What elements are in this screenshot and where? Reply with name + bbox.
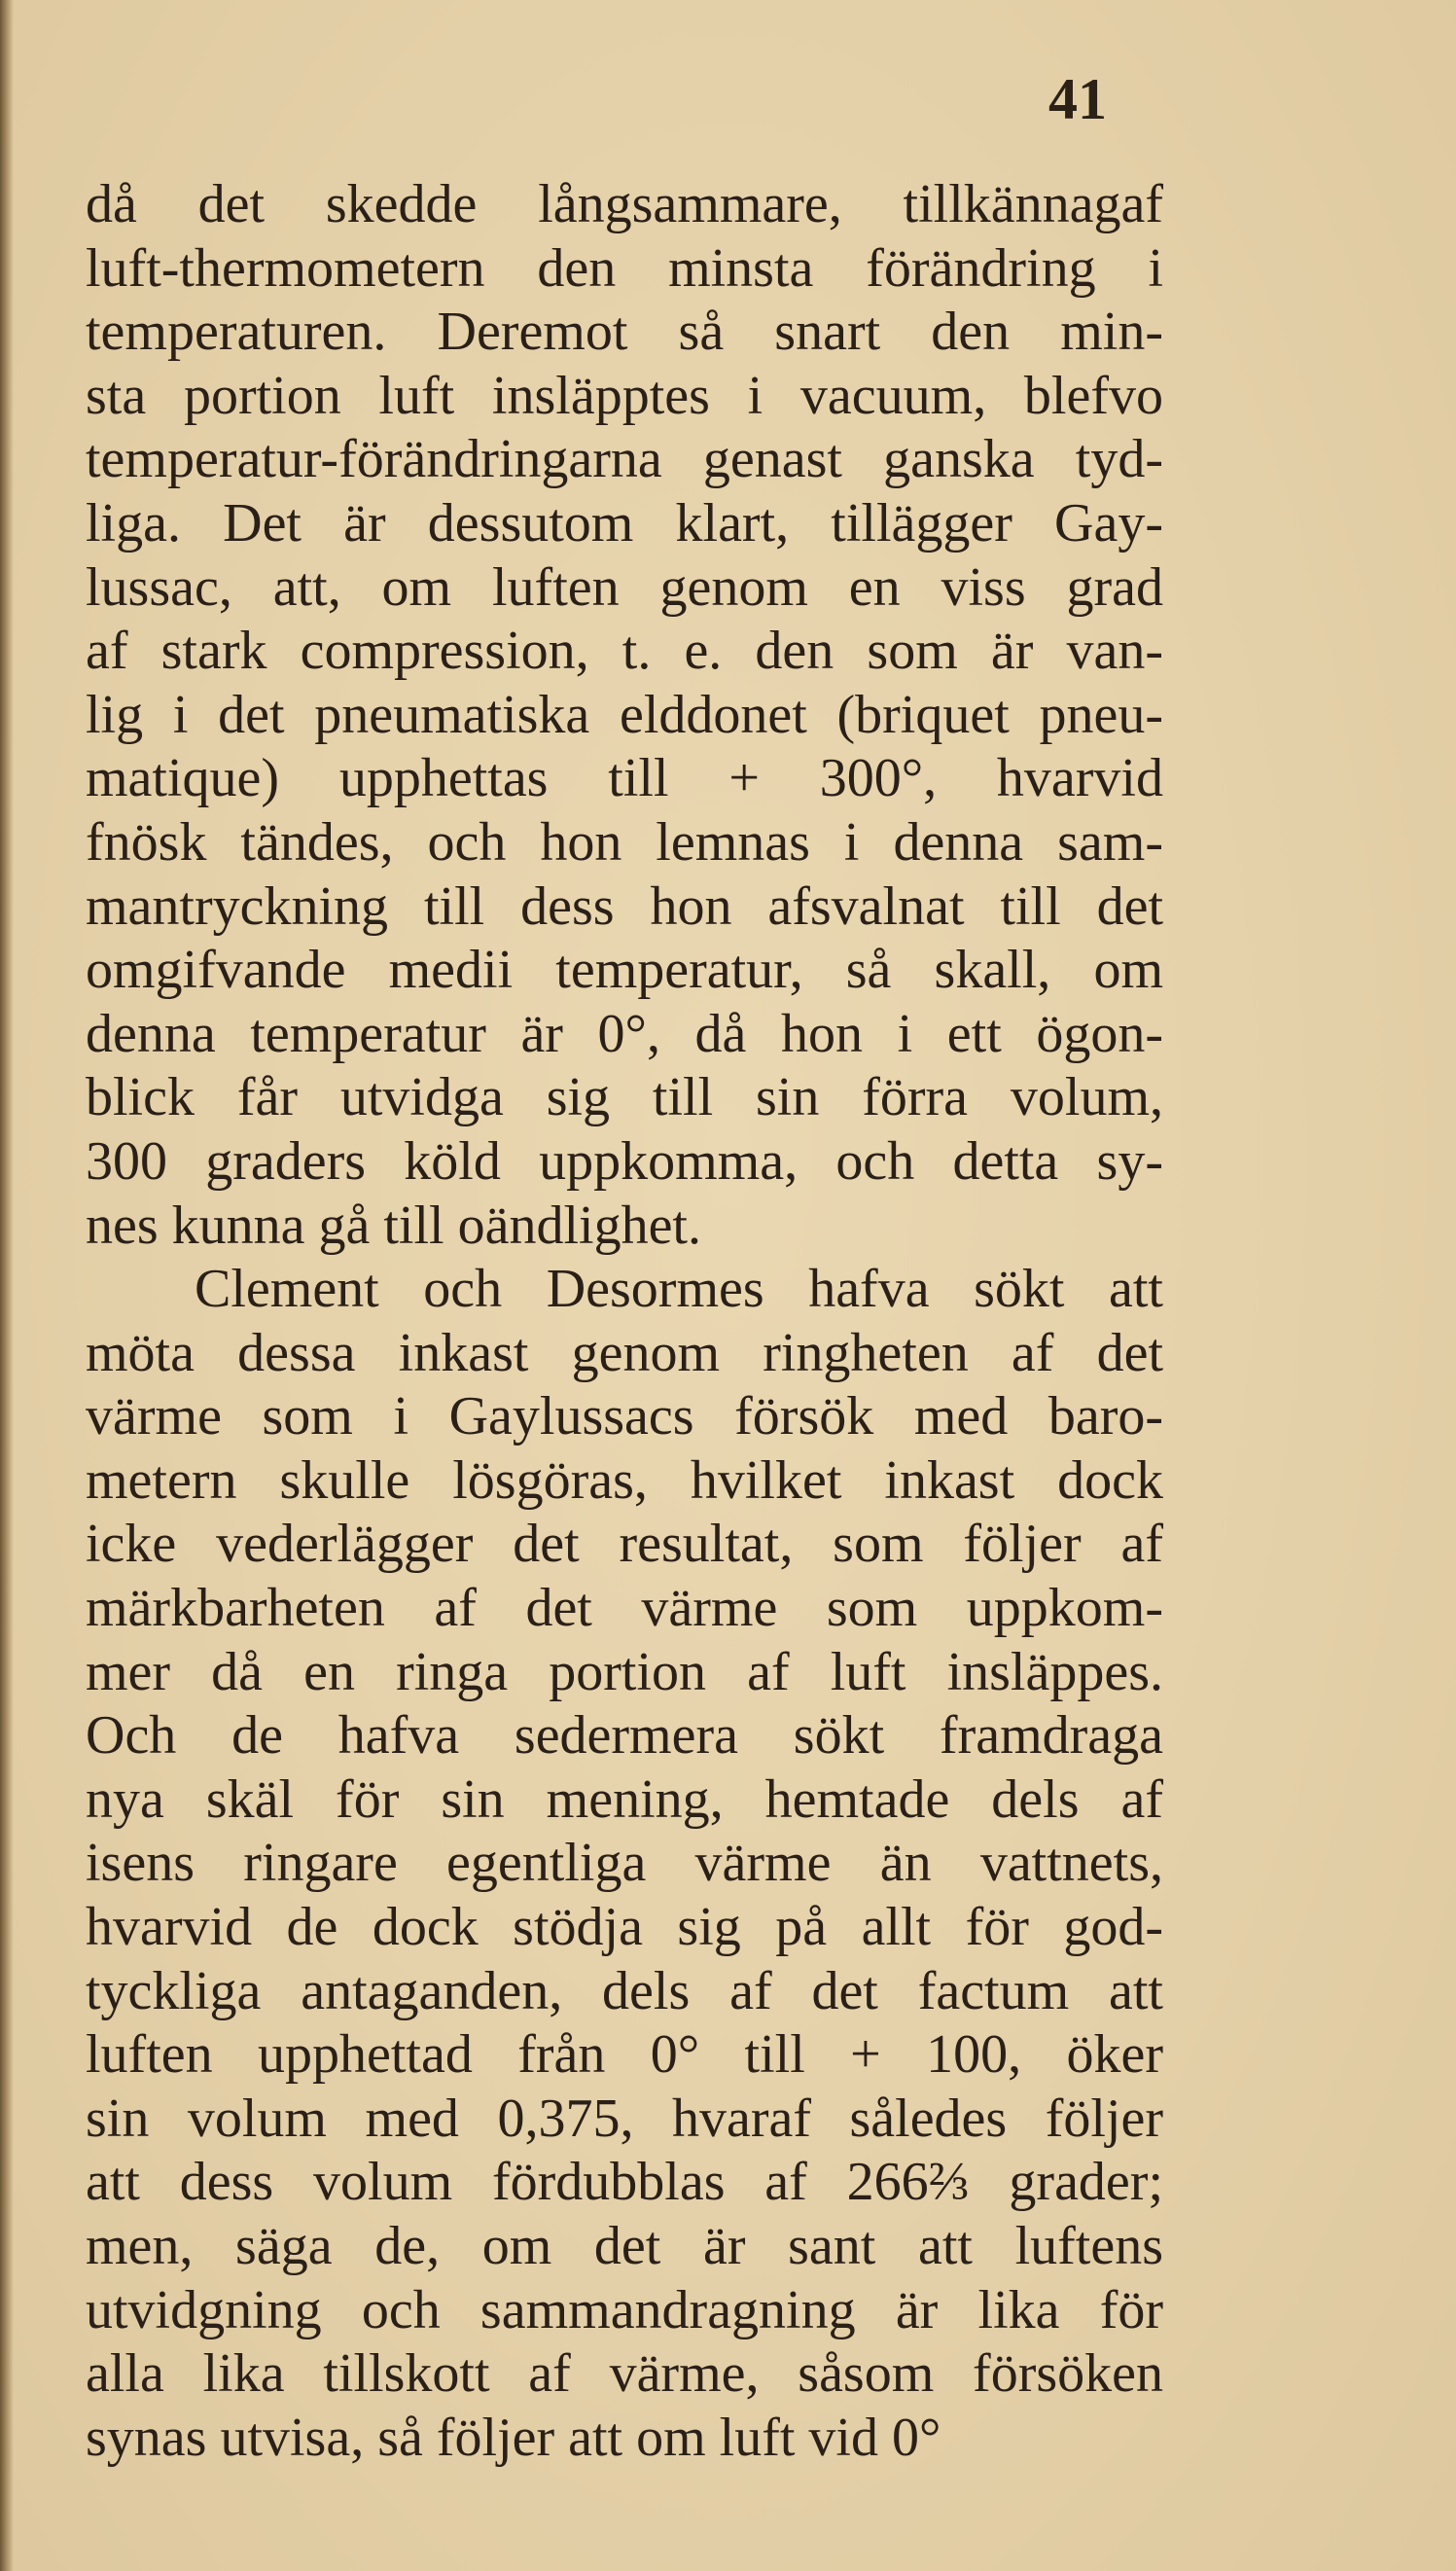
paragraph-start-line: Clement och Desormes hafva sökt att: [195, 1259, 1163, 1320]
text-line: metern skulle lösgöras, hvilket inkast dock: [86, 1449, 1163, 1511]
text-line: möta dessa inkast genom ringheten af det: [86, 1322, 1163, 1383]
text-line: temperatur-förändringarna genast ganska tyd-: [86, 429, 1163, 490]
text-line: nya skäl för sin mening, hemtade dels af: [86, 1768, 1163, 1830]
text-line: att dess volum fördubblas af 266⅔ grader;: [86, 2152, 1163, 2213]
text-line: sta portion luft insläpptes i vacuum, blefvo: [86, 365, 1163, 426]
text-line: denna temperatur är 0°, då hon i ett ögon-: [86, 1003, 1163, 1064]
text-line: isens ringare egentliga värme än vattnets,: [86, 1833, 1163, 1894]
text-line: blick får utvidga sig till sin förra volum,: [86, 1067, 1163, 1128]
text-line: fnösk tändes, och hon lemnas i denna sam-: [86, 811, 1163, 873]
text-line: värme som i Gaylussacs försök med baro-: [86, 1386, 1163, 1447]
text-line: lussac, att, om luften genom en viss grad: [86, 556, 1163, 618]
text-line: men, säga de, om det är sant att luftens: [86, 2216, 1163, 2276]
text-line: utvidgning och sammandragning är lika för: [86, 2279, 1163, 2340]
text-line: alla lika tillskott af värme, såsom försöken: [86, 2343, 1163, 2405]
text-line: matique) upphettas till + 300°, hvarvid: [86, 748, 1163, 809]
text-line: luft-thermometern den minsta förändring i: [86, 237, 1163, 299]
text-line: då det skedde långsammare, tillkännagaf: [86, 174, 1163, 234]
text-line: liga. Det är dessutom klart, tillägger Gay-: [86, 492, 1163, 553]
page-binding-edge: [0, 0, 14, 2571]
text-line: Och de hafva sedermera sökt framdraga: [86, 1705, 1163, 1767]
page-number: 41: [1048, 67, 1107, 131]
text-line: hvarvid de dock stödja sig på allt för god-: [86, 1897, 1163, 1958]
text-line: märkbarheten af det värme som uppkom-: [86, 1578, 1163, 1639]
text-line: lig i det pneumatiska elddonet (briquet pneu-: [86, 684, 1163, 745]
text-line: omgifvande medii temperatur, så skall, om: [86, 940, 1163, 1001]
body-text: [86, 173, 1163, 2470]
text-line: icke vederlägger det resultat, som följer af: [86, 1514, 1163, 1575]
text-line: af stark compression, t. e. den som är van-: [86, 621, 1163, 682]
text-line: synas utvisa, så följer att om luft vid 0°: [86, 2407, 941, 2468]
text-line: luften upphettad från 0° till + 100, öker: [86, 2024, 1163, 2086]
text-line: temperaturen. Deremot så snart den min-: [86, 302, 1163, 363]
text-line: sin volum med 0,375, hvaraf således följer: [86, 2088, 1163, 2149]
text-line: 300 graders köld uppkomma, och detta sy-: [86, 1130, 1163, 1192]
paragraph-end-line: nes kunna gå till oändlighet.: [86, 1195, 701, 1256]
text-line: tyckliga antaganden, dels af det factum att: [86, 1960, 1163, 2021]
text-line: mantryckning till dess hon afsvalnat till det: [86, 875, 1163, 937]
text-line: mer då en ringa portion af luft insläppes.: [86, 1641, 1163, 1702]
